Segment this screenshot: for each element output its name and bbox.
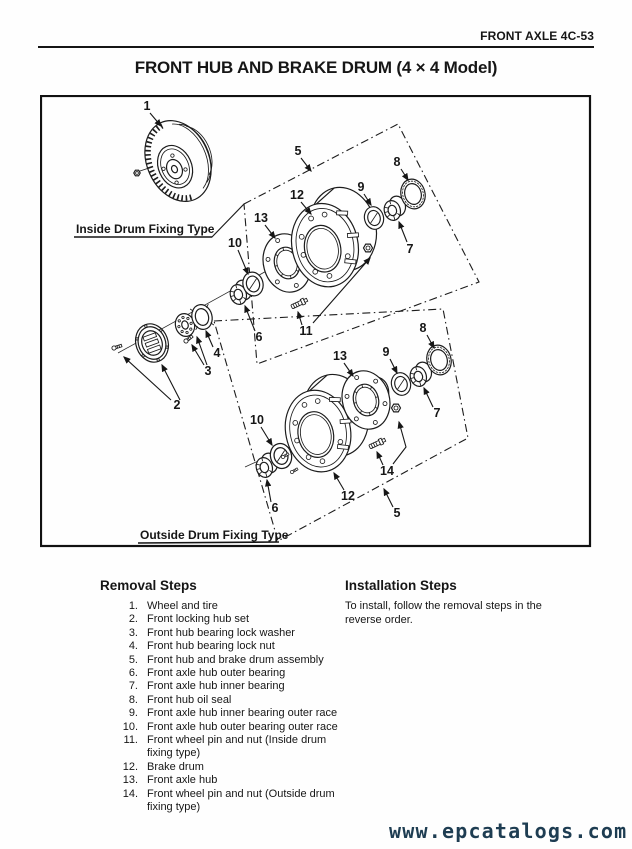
callout-10-lower: 10 <box>250 413 264 427</box>
callout-7-lower: 7 <box>433 406 441 420</box>
removal-step: 12. Brake drum <box>122 760 204 773</box>
page-header: FRONT AXLE 4C-53 <box>480 29 594 43</box>
removal-step: 1. Wheel and tire <box>128 600 218 612</box>
removal-step: 2. Front locking hub set <box>128 613 250 626</box>
callout-12-lower: 12 <box>341 489 355 503</box>
removal-step: 13. Front axle hub <box>122 774 218 787</box>
part-14-wheel-pin <box>368 437 386 450</box>
lug-nut <box>134 170 140 176</box>
part-14-nut <box>392 404 401 412</box>
installation-body: reverse order. <box>345 613 413 626</box>
removal-step: 8. Front hub oil seal <box>128 693 232 706</box>
removal-step: 4. Front hub bearing lock nut <box>128 640 275 653</box>
part-small-pin-b <box>290 467 299 474</box>
exploded-diagram <box>40 95 592 548</box>
part-9-inner-race-lower <box>389 371 413 398</box>
part-2-locking-hub-set <box>130 319 173 367</box>
installation-body: To install, follow the removal steps in the <box>345 600 542 612</box>
inside-label-connector <box>212 204 244 237</box>
removal-step: 7. Front axle hub inner bearing <box>128 680 285 693</box>
outside-label-underline <box>138 542 279 543</box>
callout-7-upper: 7 <box>406 242 414 256</box>
removal-step: 6. Front axle hub outer bearing <box>128 667 286 680</box>
callout-11: 11 <box>299 324 313 338</box>
removal-step: 5. Front hub and brake drum assembly <box>128 653 324 666</box>
removal-heading: Removal Steps <box>100 578 197 593</box>
callout-13-upper: 13 <box>254 211 268 225</box>
callout-9-upper: 9 <box>357 180 365 194</box>
installation-steps-section <box>345 578 580 628</box>
removal-steps-section <box>100 578 355 815</box>
removal-step: 11. Front wheel pin and nut (Inside drum fixing type) <box>123 734 327 760</box>
part-bolt-left-upper <box>111 344 122 351</box>
callout-3: 3 <box>204 364 212 378</box>
outside-type-label: Outside Drum Fixing Type <box>140 528 289 542</box>
callout-8-lower: 8 <box>419 321 427 335</box>
callout-14: 14 <box>380 464 394 478</box>
callout-12-upper: 12 <box>290 188 304 202</box>
figure-border <box>41 96 590 546</box>
callout-1: 1 <box>143 99 151 113</box>
part-wheel-and-tire <box>133 109 226 212</box>
inside-type-label: Inside Drum Fixing Type <box>76 222 215 236</box>
callout-6-lower: 6 <box>271 501 279 515</box>
callout-13-lower: 13 <box>333 349 347 363</box>
callout-6-upper: 6 <box>255 330 263 344</box>
callout-8-upper: 8 <box>393 155 401 169</box>
part-11-wheel-pin <box>290 297 308 310</box>
part-11-nut <box>364 244 373 252</box>
callout-5-lower: 5 <box>393 506 401 520</box>
callout-5-upper: 5 <box>294 144 302 158</box>
watermark-link[interactable]: www.epcatalogs.com <box>389 819 628 843</box>
callout-10-upper: 10 <box>228 236 242 250</box>
removal-step: 9. Front axle hub inner bearing outer race <box>128 707 338 720</box>
installation-heading: Installation Steps <box>345 578 457 593</box>
callout-9-lower: 9 <box>382 345 390 359</box>
removal-step: 3. Front hub bearing lock washer <box>128 626 295 639</box>
callout-2: 2 <box>173 398 181 412</box>
page-title: FRONT HUB AND BRAKE DRUM (4 × 4 Model) <box>134 58 498 77</box>
removal-step: 14. Front wheel pin and nut (Outside drum fixing type) <box>122 787 335 814</box>
callout-4: 4 <box>213 346 221 360</box>
header-rule <box>38 46 594 48</box>
lug-nut-line <box>140 167 152 171</box>
removal-step: 10. Front axle hub outer bearing outer race <box>122 720 338 733</box>
